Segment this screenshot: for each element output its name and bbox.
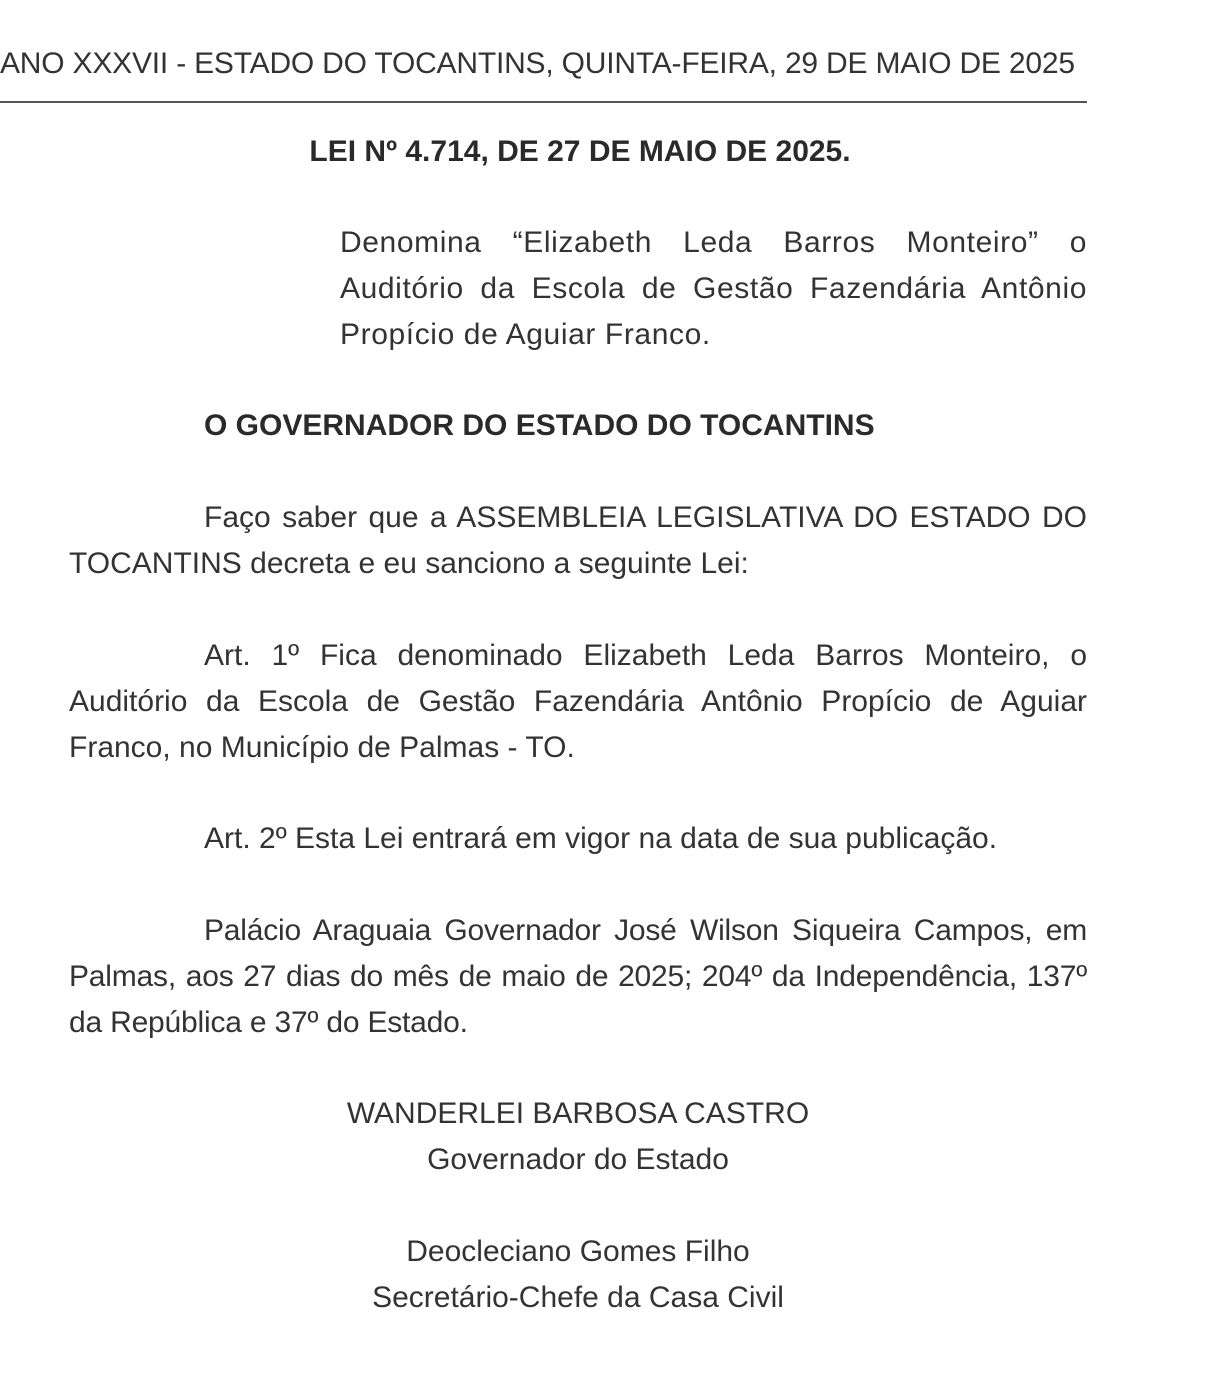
law-title: LEI Nº 4.714, DE 27 DE MAIO DE 2025. <box>309 135 851 168</box>
secretary-signature-name: Deocleciano Gomes Filho <box>406 1235 750 1268</box>
governor-heading: O GOVERNADOR DO ESTADO DO TOCANTINS <box>204 409 875 442</box>
article-2-paragraph: Art. 2º Esta Lei entrará em vigor na data de sua publicação. <box>204 822 998 855</box>
governor-signature-title: Governador do Estado <box>427 1143 729 1176</box>
article-1-paragraph: Art. 1º Fica denominado Elizabeth Leda Barros Monteiro, o Auditório da Escola de Gestão Fazendária Antônio Propício de Aguiar Franco, no Município de Palmas - TO. <box>69 639 1087 764</box>
header-divider <box>0 101 1087 103</box>
secretary-signature-title: Secretário-Chefe da Casa Civil <box>372 1281 784 1314</box>
law-ementa: Denomina “Elizabeth Leda Barros Monteiro” o Auditório da Escola de Gestão Fazendária Antônio Propício de Aguiar Franco. <box>340 226 1087 351</box>
page-header: ANO XXXVII - ESTADO DO TOCANTINS, QUINTA-FEIRA, 29 DE MAIO DE 2025 <box>0 47 1075 80</box>
closing-paragraph: Palácio Araguaia Governador José Wilson Siqueira Campos, em Palmas, aos 27 dias do mês de maio de 2025; 204º da Independência, 137º da República e 37º do Estado. <box>69 914 1087 1039</box>
preamble-paragraph: Faço saber que a ASSEMBLEIA LEGISLATIVA DO ESTADO DO TOCANTINS decreta e eu sanciono a seguinte Lei: <box>69 501 1087 580</box>
governor-signature-name: WANDERLEI BARBOSA CASTRO <box>346 1097 810 1130</box>
